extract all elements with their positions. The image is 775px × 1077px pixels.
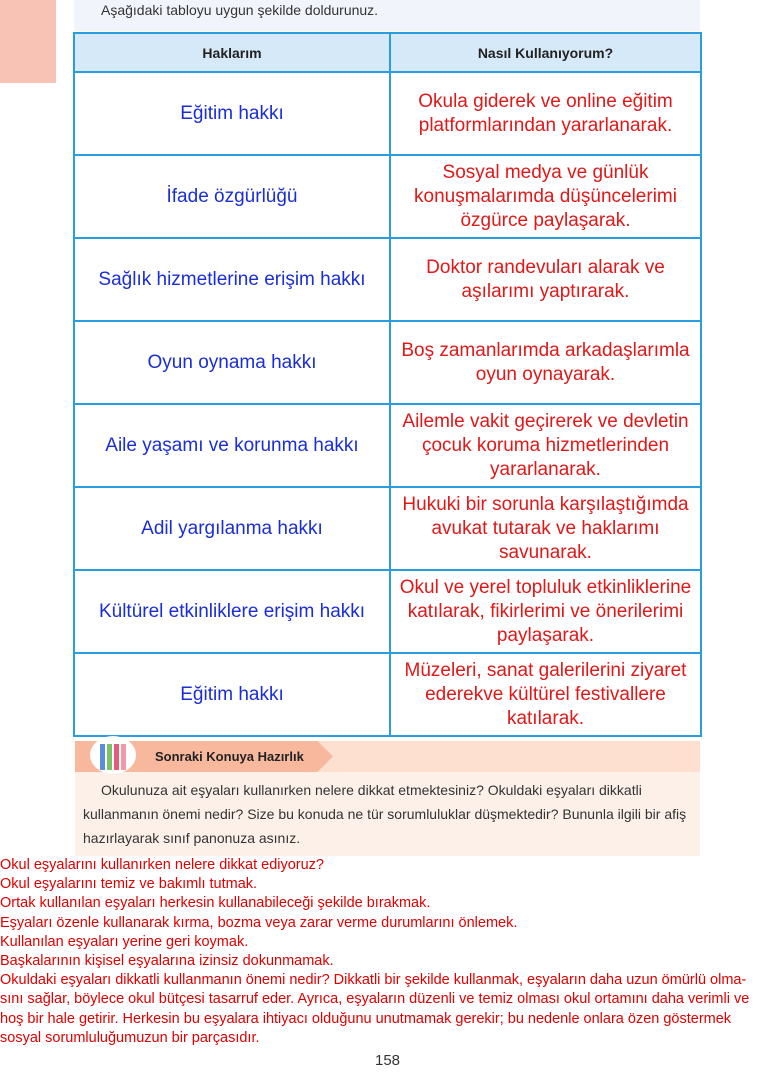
- table-row: [74, 321, 701, 404]
- answer-line: Kullanılan eşyaları yerine geri koymak.: [0, 933, 249, 950]
- page-number: 158: [374, 1052, 401, 1070]
- table-row: [74, 487, 701, 570]
- answer-line: sosyal sorumluluğumuzun bir parçasıdır.: [0, 1029, 260, 1046]
- usage-cell: Boş zamanlarımda arkadaşlarımla oyun oynayarak.: [390, 321, 701, 404]
- right-cell: Oyun oynama hakkı: [74, 321, 390, 404]
- right-cell: Adil yargılanma hakkı: [74, 487, 390, 570]
- right-cell: Eğitim hakkı: [74, 653, 390, 736]
- answer-line: Okuldaki eşyaları dikkatli kullanmanın önemi nedir? Dikkatli bir şekilde kullanmak, eşyaların daha uzun ömürlü olma-: [0, 972, 747, 989]
- section-title: Sonraki Konuya Hazırlık: [155, 749, 304, 764]
- answer-line: Okul eşyalarını temiz ve bakımlı tutmak.: [0, 876, 258, 893]
- section-paragraph: Okulunuza ait eşyaları kullanırken nelere dikkat etmektesiniz? Okuldaki eşyaları dikkatli kullanmanın önemi nedir? Size bu konuda ne tür sorumluluklar düşmektedir? Bununla ilgili bir afiş hazırlayarak sınıf panonuza asınız.: [83, 782, 687, 846]
- header-rights: Haklarım: [74, 33, 390, 72]
- answer-line: hoş bir hale getirir. Herkesin bu eşyalara ihtiyacı olduğunu unutmamak gerekir; bu nedenle onlara özen göstermek: [0, 1010, 732, 1027]
- table-row: [74, 653, 701, 736]
- table-row: [74, 570, 701, 653]
- usage-cell: Ailemle vakit geçirerek ve devletin çocuk koruma hizmetlerinden yararlanarak.: [390, 404, 701, 487]
- usage-cell: Okul ve yerel topluluk etkinliklerine katılarak, fikirlerimi ve önerilerimi paylaşarak.: [390, 570, 701, 653]
- answer-line: Okul eşyalarını kullanırken nelere dikkat ediyoruz?: [0, 857, 324, 873]
- usage-cell: Okula giderek ve online eğitim platformlarından yararlanarak.: [390, 72, 701, 155]
- header-how: Nasıl Kullanıyorum?: [390, 33, 701, 72]
- rights-table: [73, 32, 702, 737]
- answer-line: Eşyaları özenle kullanarak kırma, bozma veya zarar verme durumlarını önlemek.: [0, 914, 518, 931]
- right-cell: Kültürel etkinliklere erişim hakkı: [74, 570, 390, 653]
- answer-line: sını sağlar, böylece okul bütçesi tasarruf eder. Ayrıca, eşyaların düzenli ve temiz olması okul ortamını daha verimli ve: [0, 991, 750, 1008]
- books-icon: [90, 736, 136, 774]
- table-row: [74, 404, 701, 487]
- right-cell: Sağlık hizmetlerine erişim hakkı: [74, 238, 390, 321]
- answer-line: Başkalarının kişisel eşyalarına izinsiz dokunmamak.: [0, 953, 334, 970]
- answer-line: Ortak kullanılan eşyaları herkesin kullanabileceği şekilde bırakmak.: [0, 895, 431, 912]
- usage-cell: Doktor randevuları alarak ve aşılarımı yaptırarak.: [390, 238, 701, 321]
- table-row: [74, 72, 701, 155]
- right-cell: Eğitim hakkı: [74, 72, 390, 155]
- section-header: [75, 741, 700, 772]
- right-cell: İfade özgürlüğü: [74, 155, 390, 238]
- section-text: [75, 772, 700, 856]
- instruction-text: Aşağıdaki tabloyu uygun şekilde doldurunuz.: [101, 2, 379, 18]
- section-ribbon: [75, 741, 700, 772]
- usage-cell: Müzeleri, sanat galerilerini ziyaret ederekve kültürel festivallere katılarak.: [390, 653, 701, 736]
- usage-cell: Sosyal medya ve günlük konuşmalarımda düşüncelerimi özgürce paylaşarak.: [390, 155, 701, 238]
- usage-cell: Hukuki bir sorunla karşılaştığımda avukat tutarak ve haklarımı savunarak.: [390, 487, 701, 570]
- table-header-row: [74, 33, 701, 72]
- right-cell: Aile yaşamı ve korunma hakkı: [74, 404, 390, 487]
- table-row: [74, 155, 701, 238]
- table-row: [74, 238, 701, 321]
- handwritten-answer: [0, 856, 775, 1048]
